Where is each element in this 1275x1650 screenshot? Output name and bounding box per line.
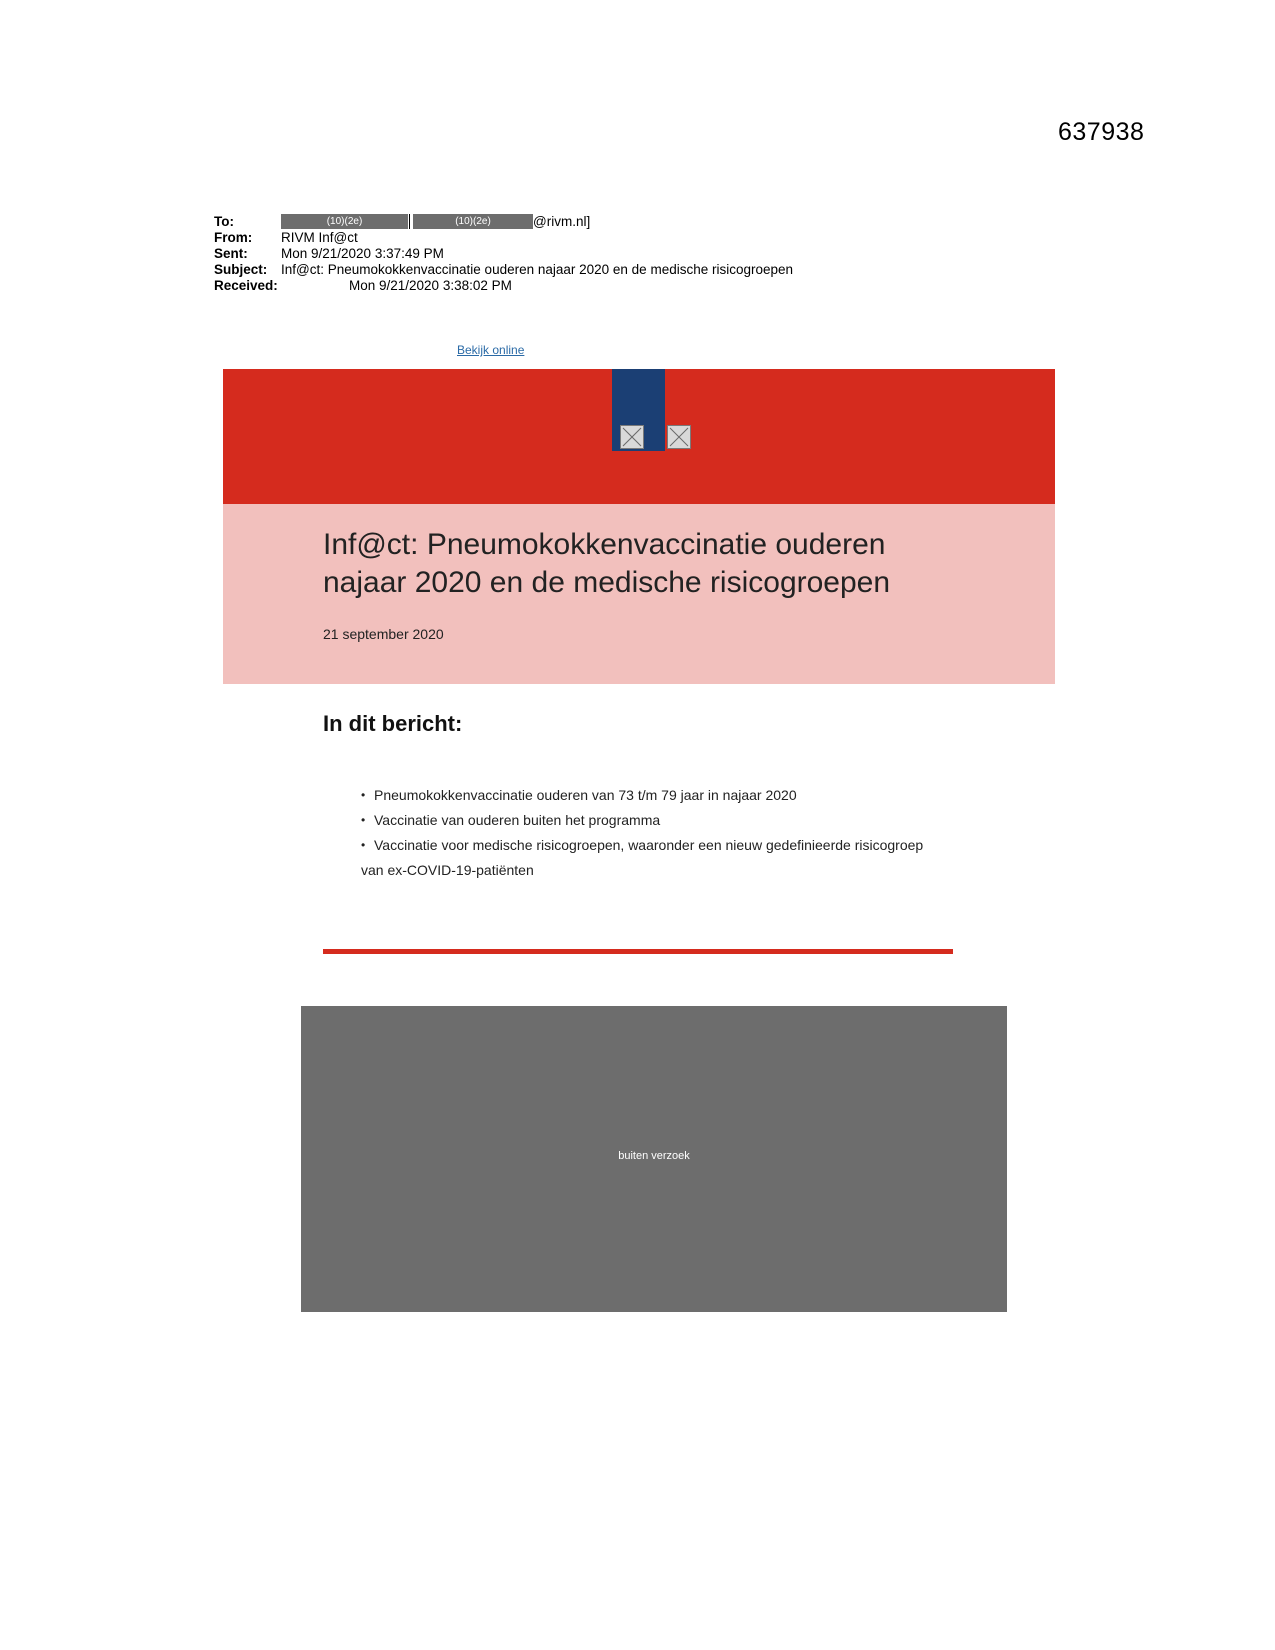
redaction-block xyxy=(301,1006,1007,1312)
subject-value: Inf@ct: Pneumokokkenvaccinatie ouderen najaar 2020 en de medische risicogroepen xyxy=(281,262,794,277)
from-label: From: xyxy=(214,230,253,245)
view-online-link[interactable]: Bekijk online xyxy=(457,343,525,357)
list-item-text: Vaccinatie van ouderen buiten het programma xyxy=(374,812,661,828)
to-value xyxy=(281,214,590,230)
contents-list xyxy=(361,783,961,883)
redaction-box: (10)(2e) xyxy=(281,214,408,229)
broken-image-icon xyxy=(620,425,644,449)
newsletter-title: Inf@ct: Pneumokokkenvaccinatie ouderen najaar 2020 en de medische risicogroepen xyxy=(323,528,891,599)
redaction-box: (10)(2e) xyxy=(413,214,533,229)
broken-image-icon xyxy=(667,425,691,449)
from-value: RIVM Inf@ct xyxy=(281,230,358,245)
list-item-text: Vaccinatie voor medische risicogroepen, waaronder een nieuw gedefinieerde risicogroep xyxy=(374,837,924,853)
list-item[interactable] xyxy=(361,833,961,883)
received-value: Mon 9/21/2020 3:38:02 PM xyxy=(349,278,512,293)
redaction-separator xyxy=(409,214,412,229)
section-heading: In dit bericht: xyxy=(323,711,463,736)
list-item[interactable] xyxy=(361,808,961,833)
subject-label: Subject: xyxy=(214,262,268,277)
received-label: Received: xyxy=(214,278,278,293)
to-email-suffix: @rivm.nl] xyxy=(533,214,591,229)
divider xyxy=(323,949,953,954)
redaction-label: buiten verzoek xyxy=(618,1150,690,1162)
list-item-continuation: van ex-COVID-19-patiënten xyxy=(361,862,534,878)
to-label: To: xyxy=(214,214,234,229)
sent-value: Mon 9/21/2020 3:37:49 PM xyxy=(281,246,444,261)
newsletter-date: 21 september 2020 xyxy=(323,626,444,642)
document-number: 637938 xyxy=(1058,118,1145,146)
list-item[interactable] xyxy=(361,783,961,808)
sent-label: Sent: xyxy=(214,246,248,261)
list-item-text: Pneumokokkenvaccinatie ouderen van 73 t/m 79 jaar in najaar 2020 xyxy=(374,787,797,803)
